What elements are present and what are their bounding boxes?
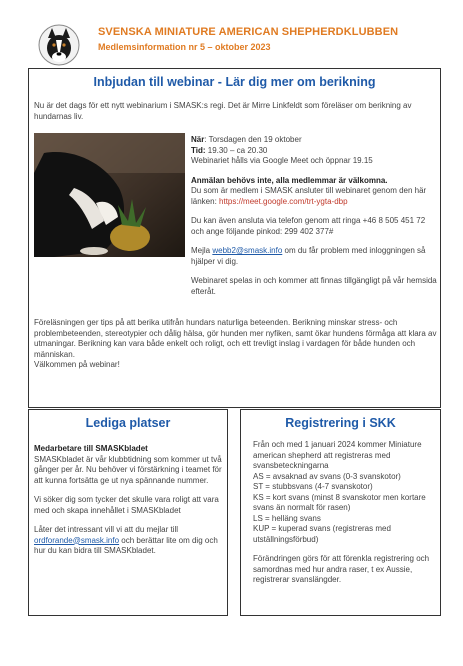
skk-code: KS = kort svans (minst 8 svanskotor men kortare svans än normalt för rasen): [253, 492, 426, 512]
newsletter-header: [0, 0, 463, 66]
org-name: SVENSKA MINIATURE AMERICAN SHEPHERDKLUBBEN: [98, 26, 399, 38]
when-label: När: [191, 135, 205, 144]
skk-intro: Från och med 1 januari 2024 kommer Miniature american shepherd att registreras med svansbeteckningarna: [253, 440, 422, 470]
platform-text: Webinariet hålls via Google Meet och öppnar 19.15: [191, 156, 373, 165]
vacancy-p2: Vi söker dig som tycker det skulle vara roligt att vara med och skapa innehållet i SMASKbladet: [34, 495, 219, 515]
webinar-title: Inbjudan till webinar - Lär dig mer om berikning: [93, 75, 376, 89]
vacancy-role-block: [34, 444, 224, 486]
webinar-details: [191, 135, 437, 306]
skk-title: Registrering i SKK: [285, 416, 396, 430]
vacancies-title: Lediga platser: [85, 416, 171, 430]
skk-code: KUP = kuperad svans (registreras med utställningsförbud): [253, 524, 391, 544]
registration-text: Du som är medlem i SMASK ansluter till webinaret genom den här länken:: [191, 186, 427, 206]
skk-code: AS = avsaknad av svans (0-3 svanskotor): [253, 471, 401, 481]
vacancies-body: [34, 444, 224, 566]
webinar-description-block: [34, 318, 438, 371]
vacancy-p3-suffix: och berättar lite om dig och hur du kan bidra till SMASKbladet.: [34, 535, 218, 555]
vacancy-role: Medarbetare till SMASKbladet: [34, 444, 148, 453]
dog-photo: [34, 133, 185, 257]
meet-link[interactable]: https://meet.google.com/trt-ygta-dbp: [219, 196, 348, 206]
skk-outro: Förändringen görs för att förenkla registrering och samordnas med hur andra raser, t ex Aussie, registrerar svanslängder.: [253, 554, 430, 584]
help-prefix: Mejla: [191, 246, 213, 255]
vacancy-p3-prefix: Låter det intressant vill vi att du mejlar till: [34, 525, 179, 534]
vacancies-section: [28, 409, 228, 616]
webinar-welcome: Välkommen på webinar!: [34, 360, 120, 369]
time-label: Tid:: [191, 145, 206, 155]
time-value: 19.30 – ca 20.30: [205, 145, 268, 155]
webinar-section: [28, 68, 441, 408]
webinar-when: [191, 135, 437, 167]
when-value: : Torsdagen den 19 oktober: [204, 135, 302, 144]
issue-label: Medlemsinformation nr 5 – oktober 2023: [98, 42, 271, 52]
vacancy-email-link[interactable]: ordforande@smask.info: [34, 535, 120, 545]
vacancy-p1: SMASKbladet är vår klubbtidning som kommer ut två gånger per år. Nu behöver vi förstärkning i teamet för att kunna fortsätta ge ut nya spännande nummer.: [34, 454, 222, 485]
skk-body: [253, 440, 437, 595]
webinar-intro: Nu är det dags för ett nytt webinarium i SMASK:s regi. Det är Mirre Linkfeldt som föreläser om berikning av hundarnas liv.: [34, 101, 412, 121]
webinar-description: Föreläsningen ger tips på att berika utifrån hundars naturliga beteenden. Berikning minskar stress- och problembeteenden, stereotypier och dålig hälsa, gör hunden mer nyfiken, samt ökar hundens förmåga att klara av utmaningar. Berikning kan vara både enkelt och roligt, och ett trevligt inslag i vardagen för både hunden och människan.: [34, 318, 437, 359]
registration-bold: Anmälan behövs inte, alla medlemmar är välkomna.: [191, 175, 388, 185]
webinar-registration: [191, 176, 437, 208]
help-suffix: om du får problem med inloggningen så hjälper vi dig.: [191, 246, 426, 266]
club-logo: [38, 24, 80, 66]
recorded-text: Webinaret spelas in och kommer att finnas tillgängligt på vår hemsida efteråt.: [191, 276, 437, 296]
skk-intro-block: [253, 440, 437, 545]
skk-code: LS = helläng svans: [253, 513, 321, 523]
skk-section: [240, 409, 441, 616]
skk-code: ST = stubbsvans (4-7 svanskotor): [253, 482, 373, 491]
phone-text: Du kan även ansluta via telefon genom att ringa +46 8 505 451 72 och ange följande pinkod: 299 402 377#: [191, 216, 426, 236]
help-text: [191, 246, 437, 267]
vacancy-p3: [34, 525, 224, 557]
help-email-link[interactable]: webb2@smask.info: [212, 246, 283, 255]
